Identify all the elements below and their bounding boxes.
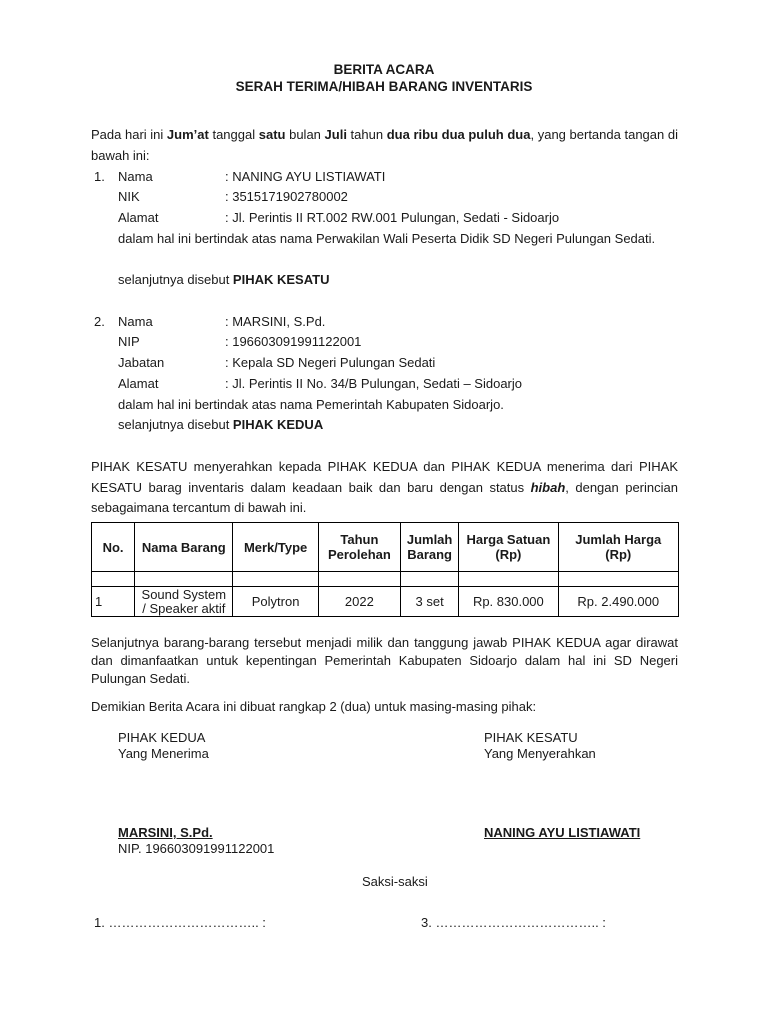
table-spacer-row (92, 572, 679, 587)
cell-quantity: 3 set (401, 587, 459, 617)
party1-value-address: : Jl. Perintis II RT.002 RW.001 Pulungan, Sedati - Sidoarjo (225, 210, 560, 225)
handover-status: hibah (530, 479, 566, 495)
sign-left-name: MARSINI, S.Pd. (118, 825, 213, 840)
header-item-name: Nama Barang (135, 523, 233, 572)
party1-capacity: dalam hal ini bertindak atas nama Perwakilan Wali Peserta Didik SD Negeri Pulungan Sedati. (118, 231, 656, 246)
sign-left-id: NIP. 196603091991122001 (118, 841, 275, 856)
intro-month: Juli (324, 127, 347, 142)
document-title: BERITA ACARA (333, 62, 435, 77)
party2-label-address: Alamat (118, 376, 159, 391)
document-subtitle: SERAH TERIMA/HIBAH BARANG INVENTARIS (235, 79, 533, 94)
intro-date: satu (258, 127, 286, 142)
party1-label-address: Alamat (118, 210, 159, 225)
party2-value-address: : Jl. Perintis II No. 34/B Pulungan, Sedati – Sidoarjo (225, 376, 523, 391)
witness-line-3: 3. ……………………………….. : (421, 915, 606, 930)
cell-brand: Polytron (233, 587, 318, 617)
table-header-row (92, 523, 679, 572)
intro-year: dua ribu dua puluh dua (386, 127, 531, 142)
cell-total: Rp. 2.490.000 (558, 587, 678, 617)
cell-year: 2022 (318, 587, 400, 617)
party1-called: selanjutnya disebut PIHAK KESATU (118, 272, 330, 287)
party2-label-position: Jabatan (118, 355, 165, 370)
sign-left-party: PIHAK KEDUA (118, 730, 206, 745)
table-row (92, 587, 679, 617)
sign-right-name: NANING AYU LISTIAWATI (484, 825, 641, 840)
party1-number: 1. (94, 169, 105, 184)
party2-value-name: : MARSINI, S.Pd. (225, 314, 326, 329)
handover-paragraph: PIHAK KESATU menyerahkan kepada PIHAK KEDUA dan PIHAK KEDUA menerima dari PIHAK KESATU barag inventaris dalam keadaan baik dan baru dengan status hibah, dengan perincian sebagaimana tercantum di bawah ini. (91, 459, 678, 515)
party1-value-nik: : 3515171902780002 (225, 189, 348, 204)
party2-called: selanjutnya disebut PIHAK KEDUA (118, 417, 324, 432)
closing-paragraph: Selanjutnya barang-barang tersebut menjadi milik dan tanggung jawab PIHAK KEDUA agar dirawat dan dimanfaatkan untuk kepentingan Pemerintah Kabupaten Sidoarjo dalam hal ini SD Negeri Pulungan Sedati. (91, 635, 678, 686)
party2-value-position: : Kepala SD Negeri Pulungan Sedati (225, 355, 436, 370)
party1-label-name: Nama (118, 169, 153, 184)
cell-no: 1 (92, 587, 135, 617)
copies-statement: Demikian Berita Acara ini dibuat rangkap 2 (dua) untuk masing-masing pihak: (91, 699, 537, 714)
intro-day: Jum’at (166, 127, 209, 142)
witness-line-1: 1. …………………………….. : (94, 915, 266, 930)
party2-capacity: dalam hal ini bertindak atas nama Pemerintah Kabupaten Sidoarjo. (118, 397, 504, 412)
party2-number: 2. (94, 314, 105, 329)
intro-paragraph: Pada hari ini Jum’at tanggal satu bulan Juli tahun dua ribu dua puluh dua, yang bertanda tangan di bawah ini: (91, 127, 678, 163)
party1-label-nik: NIK (118, 189, 140, 204)
header-quantity: Jumlah Barang (401, 523, 459, 572)
header-unit-price: Harga Satuan (Rp) (459, 523, 558, 572)
party2-label-name: Nama (118, 314, 153, 329)
sign-right-party: PIHAK KESATU (484, 730, 578, 745)
cell-unit-price: Rp. 830.000 (459, 587, 558, 617)
header-total: Jumlah Harga (Rp) (558, 523, 678, 572)
inventory-table (91, 522, 679, 617)
witnesses-title: Saksi-saksi (362, 874, 428, 889)
cell-item-name: Sound System / Speaker aktif (135, 587, 233, 617)
sign-left-role: Yang Menerima (118, 746, 209, 761)
party2-value-nip: : 196603091991122001 (225, 334, 362, 349)
party2-label-nip: NIP (118, 334, 140, 349)
sign-right-role: Yang Menyerahkan (484, 746, 596, 761)
header-brand: Merk/Type (233, 523, 318, 572)
header-year: Tahun Perolehan (318, 523, 400, 572)
party1-value-name: : NANING AYU LISTIAWATI (225, 169, 386, 184)
header-no: No. (92, 523, 135, 572)
